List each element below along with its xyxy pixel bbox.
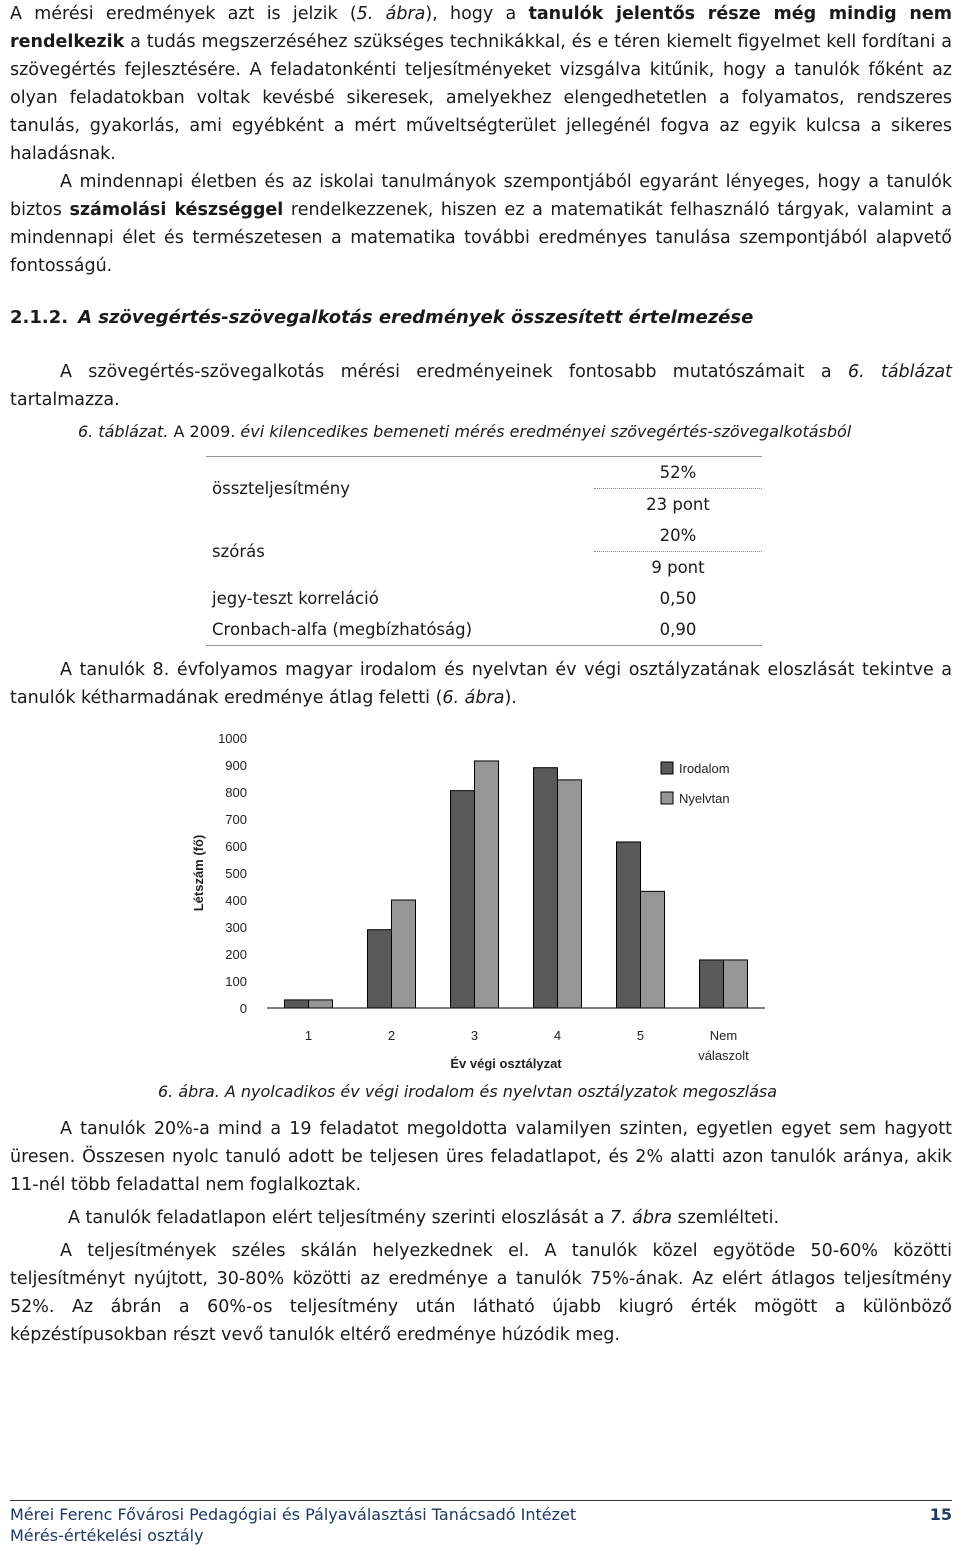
x-tick-label: 3 bbox=[470, 1028, 479, 1043]
y-tick-label: 600 bbox=[225, 839, 247, 854]
table-caption-text: évi kilencedikes bemeneti mérés eredményei szövegértés-szövegalkotásból bbox=[240, 422, 852, 441]
bar-irodalom-5 bbox=[617, 842, 641, 1008]
text-run: A tanulók feladatlapon elért teljesítmény szerinti eloszlását a bbox=[68, 1208, 610, 1228]
footer-department: Mérés-értékelési osztály bbox=[10, 1526, 204, 1545]
bar-irodalom-2 bbox=[368, 930, 392, 1008]
table-row bbox=[206, 583, 762, 614]
bar-irodalom-1 bbox=[285, 1000, 309, 1008]
legend-label-nyelvtan: Nyelvtan bbox=[679, 791, 730, 806]
table-value-cronbach: 0,90 bbox=[659, 620, 697, 639]
section-title: A szövegértés-szövegalkotás eredmények összesített értelmezése bbox=[78, 307, 754, 328]
x-tick-label: 2 bbox=[387, 1028, 396, 1043]
text-run: ). bbox=[504, 688, 517, 708]
bar-irodalom-6 bbox=[700, 960, 724, 1008]
figure-reference: 6. ábra bbox=[442, 688, 505, 708]
y-tick-label: 500 bbox=[225, 866, 247, 881]
section-number: 2.1.2. bbox=[10, 307, 69, 328]
x-axis-label: Év végi osztályzat bbox=[450, 1056, 562, 1071]
page-footer bbox=[10, 1500, 952, 1546]
bar-nyelvtan-1 bbox=[309, 1000, 333, 1008]
paragraph-numeracy bbox=[10, 168, 952, 280]
emphasis-text: tanulók jelentős része még mindig nem rendelkezik bbox=[10, 4, 952, 52]
y-axis-label: Létszám (fő) bbox=[191, 834, 206, 912]
x-tick-label: 4 bbox=[553, 1028, 562, 1043]
table-row bbox=[206, 614, 762, 646]
legend-swatch-nyelvtan bbox=[661, 792, 673, 804]
table-value-overall-points: 23 pont bbox=[646, 495, 710, 514]
text-run: szemlélteti. bbox=[671, 1208, 780, 1228]
text-run: tartalmazza. bbox=[10, 390, 120, 410]
chart-svg bbox=[185, 722, 785, 1076]
text-run: ), hogy a bbox=[425, 4, 529, 24]
bar-nyelvtan-2 bbox=[392, 900, 416, 1008]
x-tick-label: 5 bbox=[636, 1028, 645, 1043]
figure-caption bbox=[158, 1081, 777, 1103]
figure-caption-number: 6. ábra. bbox=[158, 1082, 220, 1101]
y-tick-label: 200 bbox=[225, 947, 247, 962]
figure-caption-text: A nyolcadikos év végi irodalom és nyelvtan osztályzatok megoszlása bbox=[219, 1082, 778, 1101]
page-number: 15 bbox=[929, 1505, 952, 1524]
x-tick-label: válaszolt bbox=[698, 1048, 749, 1063]
text-run: rendelkezzenek, hiszen ez a matematikát felhasználó tárgyak, valamint a mindennapi élet és természetesen a matematika további eredményes tanulása szempontjából alapvető fontosságú. bbox=[10, 200, 952, 276]
legend-label-irodalom: Irodalom bbox=[679, 761, 730, 776]
y-tick-label: 100 bbox=[225, 974, 247, 989]
table-caption bbox=[78, 421, 851, 443]
table-label-overall: összteljesítmény bbox=[212, 479, 350, 498]
x-tick-label: 1 bbox=[304, 1028, 313, 1043]
emphasis-text: számolási készséggel bbox=[69, 200, 284, 220]
table-value-correlation: 0,50 bbox=[659, 589, 697, 608]
text-run: A szövegértés-szövegalkotás mérési eredményeinek fontosabb mutatószámait a bbox=[60, 362, 848, 382]
bar-nyelvtan-3 bbox=[475, 761, 499, 1008]
table-label-deviation: szórás bbox=[212, 542, 265, 561]
bar-nyelvtan-6 bbox=[724, 960, 748, 1008]
table-label-correlation: jegy-teszt korreláció bbox=[212, 589, 379, 608]
table-value-overall-percent: 52% bbox=[594, 457, 762, 489]
y-tick-label: 300 bbox=[225, 920, 247, 935]
y-tick-label: 800 bbox=[225, 785, 247, 800]
bar-nyelvtan-5 bbox=[641, 891, 665, 1008]
y-tick-label: 400 bbox=[225, 893, 247, 908]
results-table bbox=[206, 456, 762, 646]
y-tick-label: 700 bbox=[225, 812, 247, 827]
bar-irodalom-3 bbox=[451, 791, 475, 1008]
section-heading bbox=[10, 304, 753, 332]
table-value-deviation-points: 9 pont bbox=[651, 558, 705, 577]
text-run: a tudás megszerzéséhez szükséges technikákkal, és e téren kiemelt figyelmet kell fordítani a szövegértés fejlesztésére. A feladatonkénti teljesítményeket vizsgálva kitűnik, hogy a tanulók főként az olyan feladatokban voltak kevésbé sikeresek, amelyekhez elengedhetetlen a folyamatos, rendszeres tanulás, gyakorlás, ami egyébként a mért műveltségterület jellegénél fogva az egyik kulcsa a sikeres haladásnak. bbox=[10, 32, 952, 164]
paragraph-performance: A teljesítmények széles skálán helyezkednek el. A tanulók közel egyötöde 50-60% közötti teljesítményt nyújtott, 30-80% közötti az eredménye a tanulók 75%-ának. Az elért átlagos teljesítmény 52%. Az ábrán a 60%-os teljesítmény után látható újabb kiugró érték mögött a különböző képzéstípusokban részt vevő tanulók eltérő eredménye húzódik meg. bbox=[10, 1241, 952, 1345]
table-caption-year: A 2009. bbox=[168, 422, 241, 441]
grade-distribution-chart bbox=[185, 722, 785, 1076]
figure-reference: 5. ábra bbox=[356, 4, 426, 24]
x-tick-label: Nem bbox=[709, 1028, 738, 1043]
table-caption-number: 6. táblázat. bbox=[78, 422, 169, 441]
text-run: A mindennapi életben és az iskolai tanulmányok szempontjából egyaránt lényeges, hogy a tanulók biztos bbox=[10, 172, 952, 220]
table-row bbox=[206, 520, 762, 552]
legend-swatch-irodalom bbox=[661, 762, 673, 774]
figure-reference: 7. ábra bbox=[609, 1208, 672, 1228]
table-value-deviation-percent: 20% bbox=[594, 520, 762, 552]
table-reference: 6. táblázat bbox=[847, 362, 953, 382]
paragraph-figure7-intro bbox=[68, 1204, 952, 1232]
footer-institution: Mérei Ferenc Fővárosi Pedagógiai és Pályaválasztási Tanácsadó Intézet bbox=[10, 1505, 577, 1524]
y-tick-label: 1000 bbox=[218, 731, 247, 746]
paragraph-table-intro bbox=[10, 358, 952, 414]
table-label-cronbach: Cronbach-alfa (megbízhatóság) bbox=[212, 620, 473, 639]
paragraph-intro bbox=[10, 0, 952, 168]
paragraph-completion: A tanulók 20%-a mind a 19 feladatot megoldotta valamilyen szinten, egyetlen egyet sem hagyott üresen. Összesen nyolc tanuló adott be teljesen üres feladatlapot, és 2% alatti azon tanulók aránya, akik 11-nél több feladattal nem foglalkoztak. bbox=[10, 1119, 952, 1195]
bar-nyelvtan-4 bbox=[558, 780, 582, 1008]
text-run: A tanulók 8. évfolyamos magyar irodalom és nyelvtan év végi osztályzatának eloszlását tekintve a tanulók kétharmadának eredménye átlag feletti ( bbox=[10, 660, 952, 708]
table-row bbox=[206, 457, 762, 489]
paragraph-grades bbox=[10, 656, 952, 712]
bar-irodalom-4 bbox=[534, 768, 558, 1008]
text-run: A mérési eredmények azt is jelzik ( bbox=[10, 4, 357, 24]
y-tick-label: 900 bbox=[225, 758, 247, 773]
y-tick-label: 0 bbox=[239, 1001, 247, 1016]
